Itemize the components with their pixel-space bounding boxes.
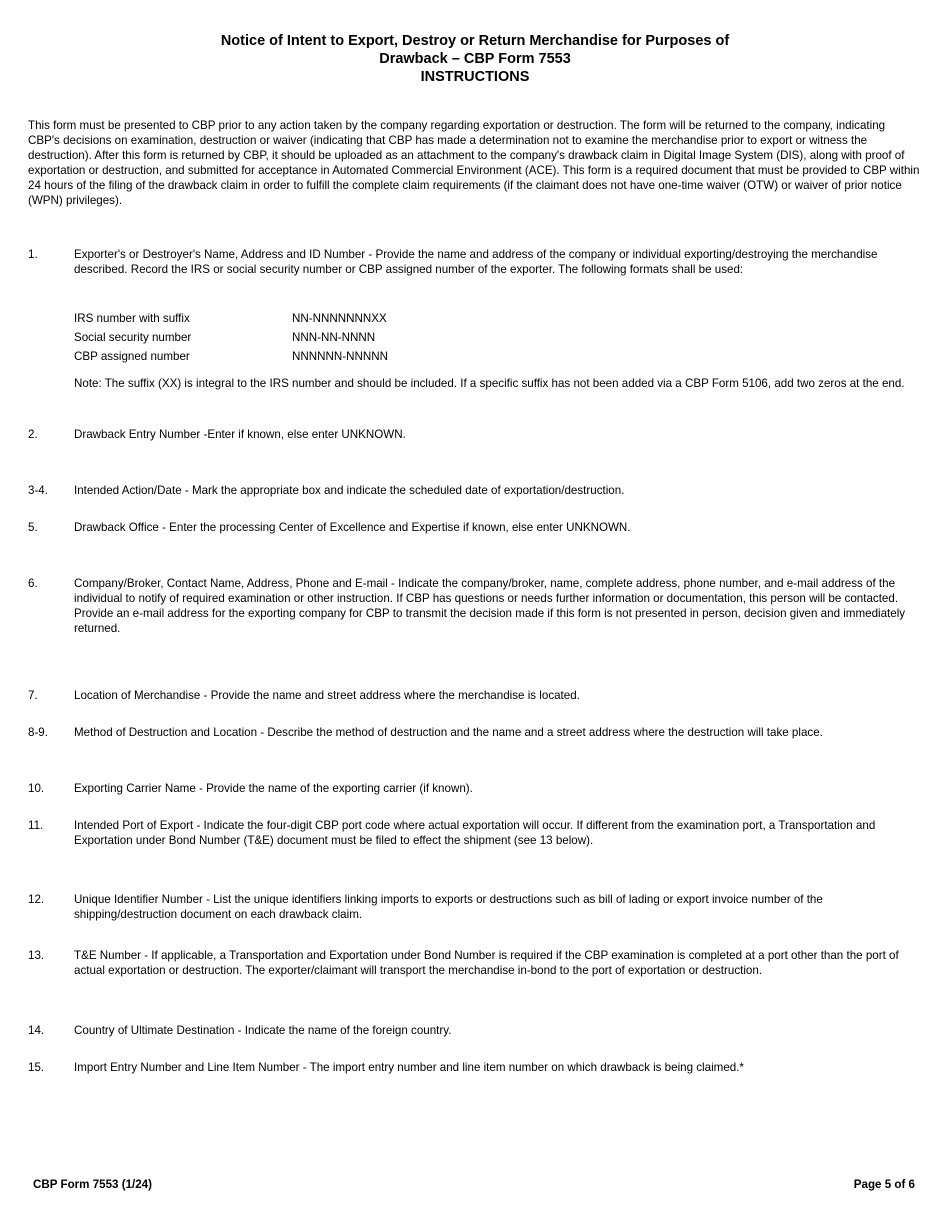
- instruction-item-12: [28, 892, 920, 922]
- instruction-item-10: [28, 781, 920, 796]
- instruction-item-6: [28, 576, 920, 636]
- instruction-item-13: [28, 948, 920, 978]
- instruction-item-8-9: [28, 725, 920, 740]
- item-text: T&E Number - If applicable, a Transportation and Exportation under Bond Number is required if the CBP examination is completed at a port other than the port of actual exportation or destruction. The exporter/claimant will transport the merchandise in-bond to the port of exportation or destruction.: [74, 949, 899, 977]
- item-text: Exporter's or Destroyer's Name, Address and ID Number - Provide the name and address of the company or individual exporting/destroying the merchandise described. Record the IRS or social security number or CBP assigned number of the exporter. The following formats shall be used:: [74, 248, 878, 276]
- item-number: 7.: [28, 689, 38, 702]
- instruction-item-5: [28, 520, 920, 535]
- item-number: 1.: [28, 248, 38, 261]
- item-text: Intended Action/Date - Mark the appropriate box and indicate the scheduled date of exportation/destruction.: [74, 484, 625, 497]
- item-number: 13.: [28, 949, 45, 962]
- title-line-3: INSTRUCTIONS: [420, 69, 530, 85]
- item-number: 8-9.: [28, 726, 48, 739]
- page-title: [0, 32, 950, 86]
- irs-suffix-note: Note: The suffix (XX) is integral to the IRS number and should be included. If a specific suffix has not been added via a CBP Form 5106, add two zeros at the end.: [74, 377, 905, 390]
- title-line-2: Drawback – CBP Form 7553: [379, 51, 571, 67]
- item-text: Unique Identifier Number - List the unique identifiers linking imports to exports or destructions such as bill of lading or export invoice number of the shipping/destruction document on each drawback claim.: [74, 893, 823, 921]
- format-value: NN-NNNNNNNXX: [292, 312, 387, 325]
- item-number: 12.: [28, 893, 45, 906]
- item-text: Intended Port of Export - Indicate the four-digit CBP port code where actual exportation will occur. If different from the examination port, a Transportation and Exportation under Bond Number (T&E) document must be filed to effect the shipment (see 13 below).: [74, 819, 876, 847]
- item-number: 10.: [28, 782, 45, 795]
- instruction-item-2: [28, 427, 920, 442]
- format-label: CBP assigned number: [74, 350, 190, 363]
- instruction-item-15: [28, 1060, 920, 1075]
- format-value: NNN-NN-NNNN: [292, 331, 376, 344]
- item-number: 6.: [28, 577, 38, 590]
- item-text: Country of Ultimate Destination - Indicate the name of the foreign country.: [74, 1024, 452, 1037]
- item-text: Exporting Carrier Name - Provide the name of the exporting carrier (if known).: [74, 782, 473, 795]
- footer-page-number: Page 5 of 6: [853, 1178, 915, 1191]
- instruction-item-3-4: [28, 483, 920, 498]
- item-text: Method of Destruction and Location - Describe the method of destruction and the name and a street address where the destruction will take place.: [74, 726, 823, 739]
- item-number: 3-4.: [28, 484, 48, 497]
- intro-paragraph: This form must be presented to CBP prior to any action taken by the company regarding exportation or destruction. The form will be returned to the company, indicating CBP's decisions on examination, destruction or waiver (indicating that CBP has made a determination not to examine the merchandise prior to export or witness the destruction). After this form is returned by CBP, it should be uploaded as an attachment to the company's drawback claim in Digital Image System (DIS), along with proof of exportation or destruction, and submitted for acceptance in Automated Commercial Environment (ACE). This form is a required document that must be provided to CBP within 24 hours of the filing of the drawback claim in order to fulfill the complete claim requirements (if the claimant does not have one-time waiver (OTW) or waiver of prior notice (WPN) privileges).: [28, 119, 920, 207]
- title-line-1: Notice of Intent to Export, Destroy or Return Merchandise for Purposes of: [220, 33, 730, 49]
- format-label: IRS number with suffix: [74, 312, 190, 325]
- item-text: Drawback Office - Enter the processing Center of Excellence and Expertise if known, else enter UNKNOWN.: [74, 521, 631, 534]
- item-text: Import Entry Number and Line Item Number - The import entry number and line item number on which drawback is being claimed.*: [74, 1061, 744, 1074]
- item-number: 5.: [28, 521, 38, 534]
- item-number: 14.: [28, 1024, 45, 1037]
- item-number: 15.: [28, 1061, 45, 1074]
- instruction-item-1: [28, 247, 920, 277]
- item-text: Company/Broker, Contact Name, Address, Phone and E-mail - Indicate the company/broker, name, complete address, phone number, and e-mail address of the individual to notify of required examination or other instruction. If CBP has questions or needs further information or documentation, this person will be contacted. Provide an e-mail address for the exporting company for CBP to transmit the decision made if this form is not presented in person, decision given and immediately returned.: [74, 577, 906, 635]
- item-text: Drawback Entry Number -Enter if known, else enter UNKNOWN.: [74, 428, 406, 441]
- instruction-item-11: [28, 818, 920, 848]
- footer-form-id: CBP Form 7553 (1/24): [33, 1178, 152, 1191]
- item-number: 11.: [28, 819, 44, 832]
- instruction-item-14: [28, 1023, 920, 1038]
- item-text: Location of Merchandise - Provide the name and street address where the merchandise is located.: [74, 689, 580, 702]
- format-value: NNNNNN-NNNNN: [292, 350, 388, 363]
- item-number: 2.: [28, 428, 38, 441]
- format-label: Social security number: [74, 331, 192, 344]
- instruction-item-7: [28, 688, 920, 703]
